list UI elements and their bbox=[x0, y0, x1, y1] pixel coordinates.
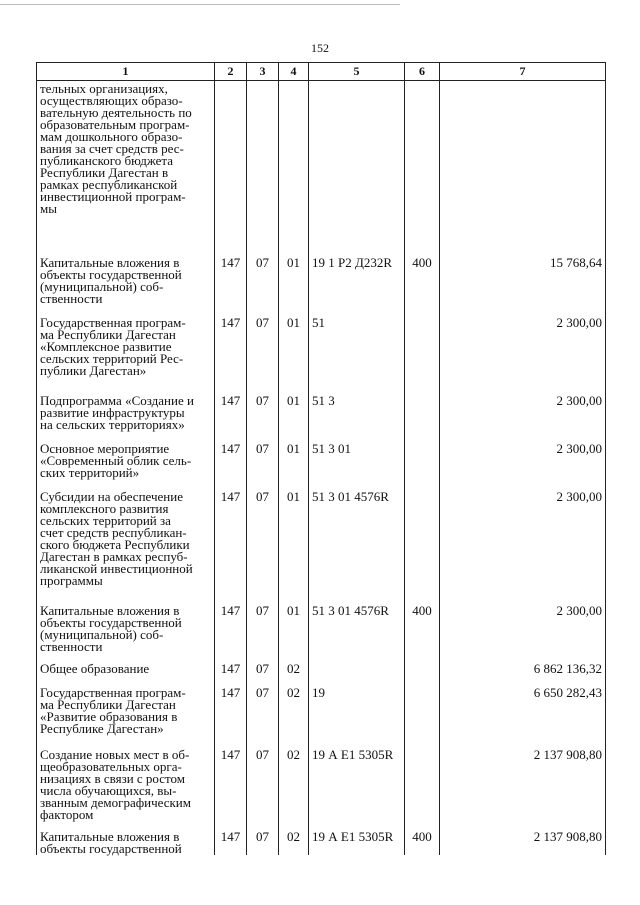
subsection-code: 02 bbox=[279, 679, 309, 741]
row-description bbox=[37, 249, 215, 309]
description-line: объекты государственной bbox=[40, 266, 182, 282]
target-article-code: 19 А Е1 5305R bbox=[309, 823, 405, 855]
amount: 2 300,00 bbox=[440, 435, 606, 483]
table-row bbox=[37, 81, 606, 249]
table-row bbox=[37, 597, 606, 655]
row-description bbox=[37, 483, 215, 597]
amount: 2 300,00 bbox=[440, 483, 606, 597]
description-line: Общее образование bbox=[40, 660, 150, 676]
target-article-code: 51 3 01 4576R bbox=[309, 483, 405, 597]
description-line: ственности bbox=[40, 638, 103, 654]
column-header-7: 7 bbox=[440, 63, 606, 81]
description-line: Подпрограмма «Создание и bbox=[40, 392, 194, 408]
expense-type-code bbox=[405, 741, 440, 823]
subsection-code: 01 bbox=[279, 483, 309, 597]
target-article-code: 51 bbox=[309, 309, 405, 387]
table-row bbox=[37, 435, 606, 483]
section-code: 07 bbox=[247, 387, 279, 435]
amount bbox=[440, 81, 606, 249]
row-description bbox=[37, 309, 215, 387]
description-line: комплексного развития bbox=[40, 500, 169, 516]
description-line: публики Дагестан» bbox=[40, 362, 147, 378]
description-line: счет средств республикан- bbox=[40, 524, 187, 540]
target-article-code bbox=[309, 81, 405, 249]
subsection-code: 01 bbox=[279, 249, 309, 309]
expense-type-code bbox=[405, 435, 440, 483]
description-line: Капитальные вложения в bbox=[40, 254, 180, 270]
row-description bbox=[37, 81, 215, 249]
description-line: Капитальные вложения в bbox=[40, 828, 180, 844]
amount: 6 650 282,43 bbox=[440, 679, 606, 741]
description-line: рамках республиканской bbox=[40, 177, 178, 192]
description-line: публиканского бюджета bbox=[40, 153, 174, 168]
ministry-code: 147 bbox=[215, 435, 247, 483]
target-article-code: 19 1 Р2 Д232R bbox=[309, 249, 405, 309]
amount: 2 300,00 bbox=[440, 387, 606, 435]
description-line: числа обучающихся, вы- bbox=[40, 782, 177, 798]
subsection-code: 01 bbox=[279, 309, 309, 387]
ministry-code: 147 bbox=[215, 655, 247, 679]
amount: 15 768,64 bbox=[440, 249, 606, 309]
column-header-6: 6 bbox=[405, 63, 440, 81]
description-line: Капитальные вложения в bbox=[40, 602, 180, 618]
section-code: 07 bbox=[247, 249, 279, 309]
page-number: 152 bbox=[311, 41, 329, 55]
description-line: «Комплексное развитие bbox=[40, 338, 172, 354]
ministry-code: 147 bbox=[215, 679, 247, 741]
row-description bbox=[37, 823, 215, 855]
description-line: Республике Дагестан» bbox=[40, 720, 164, 736]
target-article-code: 51 3 01 bbox=[309, 435, 405, 483]
section-code: 07 bbox=[247, 435, 279, 483]
subsection-code: 01 bbox=[279, 435, 309, 483]
expense-type-code bbox=[405, 679, 440, 741]
description-line: ственности bbox=[40, 290, 103, 306]
expense-type-code: 400 bbox=[405, 823, 440, 855]
section-code: 07 bbox=[247, 679, 279, 741]
target-article-code: 51 3 01 4576R bbox=[309, 597, 405, 655]
description-line: Основное мероприятие bbox=[40, 440, 170, 456]
description-line: Государственная програм- bbox=[40, 684, 186, 700]
description-line: мы bbox=[40, 201, 57, 216]
subsection-code: 02 bbox=[279, 823, 309, 855]
description-line: развитие инфраструктуры bbox=[40, 404, 185, 420]
expense-type-code: 400 bbox=[405, 249, 440, 309]
ministry-code: 147 bbox=[215, 823, 247, 855]
table-row bbox=[37, 483, 606, 597]
description-line: вания за счет средств рес- bbox=[40, 141, 184, 156]
table-row bbox=[37, 249, 606, 309]
expense-type-code: 400 bbox=[405, 597, 440, 655]
target-article-code bbox=[309, 655, 405, 679]
description-line: инвестиционной програм- bbox=[40, 189, 186, 204]
description-line: ских территорий» bbox=[40, 464, 140, 480]
section-code: 07 bbox=[247, 309, 279, 387]
section-code: 07 bbox=[247, 655, 279, 679]
description-line: на сельских территориях» bbox=[40, 416, 185, 432]
amount: 2 137 908,80 bbox=[440, 741, 606, 823]
description-line: Субсидии на обеспечение bbox=[40, 488, 183, 504]
subsection-code: 01 bbox=[279, 597, 309, 655]
description-line: сельских территорий Рес- bbox=[40, 350, 184, 366]
ministry-code: 147 bbox=[215, 309, 247, 387]
target-article-code: 19 bbox=[309, 679, 405, 741]
table-body bbox=[37, 81, 606, 855]
description-line: «Развитие образования в bbox=[40, 708, 178, 724]
expense-type-code bbox=[405, 81, 440, 249]
budget-table bbox=[36, 62, 606, 855]
description-line: (муниципальной) соб- bbox=[40, 278, 164, 294]
section-code: 07 bbox=[247, 483, 279, 597]
section-code bbox=[247, 81, 279, 249]
table-row bbox=[37, 309, 606, 387]
description-line: образовательным програм- bbox=[40, 117, 190, 132]
description-line: Государственная програм- bbox=[40, 314, 186, 330]
expense-type-code bbox=[405, 387, 440, 435]
description-line: званным демографическим bbox=[40, 794, 191, 810]
description-line: объекты государственной bbox=[40, 840, 182, 856]
ministry-code: 147 bbox=[215, 249, 247, 309]
description-line: Республики Дагестан в bbox=[40, 165, 169, 180]
amount: 2 137 908,80 bbox=[440, 823, 606, 855]
column-header-3: 3 bbox=[247, 63, 279, 81]
table-row bbox=[37, 741, 606, 823]
section-code: 07 bbox=[247, 741, 279, 823]
expense-type-code bbox=[405, 655, 440, 679]
description-line: вательную деятельность по bbox=[40, 105, 192, 120]
column-header-1: 1 bbox=[37, 63, 215, 81]
subsection-code: 02 bbox=[279, 741, 309, 823]
row-description bbox=[37, 387, 215, 435]
description-line: щеобразовательных орга- bbox=[40, 758, 182, 774]
table-row bbox=[37, 823, 606, 855]
description-line: ского бюджета Республики bbox=[40, 536, 190, 552]
row-description bbox=[37, 741, 215, 823]
amount: 6 862 136,32 bbox=[440, 655, 606, 679]
description-line: сельских территорий за bbox=[40, 512, 171, 528]
column-header-2: 2 bbox=[215, 63, 247, 81]
description-line: (муниципальной) соб- bbox=[40, 626, 164, 642]
column-number-row bbox=[37, 63, 606, 81]
description-line: Дагестан в рамках респуб- bbox=[40, 548, 188, 564]
row-description bbox=[37, 679, 215, 741]
expense-type-code bbox=[405, 483, 440, 597]
table-row bbox=[37, 679, 606, 741]
row-description bbox=[37, 597, 215, 655]
target-article-code: 19 А Е1 5305R bbox=[309, 741, 405, 823]
ministry-code: 147 bbox=[215, 387, 247, 435]
subsection-code: 02 bbox=[279, 655, 309, 679]
description-line: объекты государственной bbox=[40, 614, 182, 630]
description-line: Создание новых мест в об- bbox=[40, 746, 190, 762]
scan-edge-line bbox=[0, 4, 400, 5]
description-line: мам дошкольного образо- bbox=[40, 129, 183, 144]
description-line: ма Республики Дагестан bbox=[40, 696, 176, 712]
ministry-code: 147 bbox=[215, 741, 247, 823]
description-line: тельных организациях, bbox=[40, 81, 168, 96]
description-line: низациях в связи с ростом bbox=[40, 770, 186, 786]
description-line: ликанской инвестиционной bbox=[40, 560, 193, 576]
amount: 2 300,00 bbox=[440, 597, 606, 655]
ministry-code: 147 bbox=[215, 597, 247, 655]
amount: 2 300,00 bbox=[440, 309, 606, 387]
section-code: 07 bbox=[247, 823, 279, 855]
description-line: осуществляющих образо- bbox=[40, 93, 183, 108]
table-row bbox=[37, 655, 606, 679]
row-description bbox=[37, 655, 215, 679]
subsection-code: 01 bbox=[279, 387, 309, 435]
column-header-5: 5 bbox=[309, 63, 405, 81]
description-line: ма Республики Дагестан bbox=[40, 326, 176, 342]
row-description bbox=[37, 435, 215, 483]
ministry-code: 147 bbox=[215, 483, 247, 597]
section-code: 07 bbox=[247, 597, 279, 655]
ministry-code bbox=[215, 81, 247, 249]
target-article-code: 51 3 bbox=[309, 387, 405, 435]
description-line: программы bbox=[40, 572, 103, 588]
description-line: «Современный облик сель- bbox=[40, 452, 192, 468]
expense-type-code bbox=[405, 309, 440, 387]
description-line: фактором bbox=[40, 806, 94, 822]
column-header-4: 4 bbox=[279, 63, 309, 81]
table-row bbox=[37, 387, 606, 435]
subsection-code bbox=[279, 81, 309, 249]
